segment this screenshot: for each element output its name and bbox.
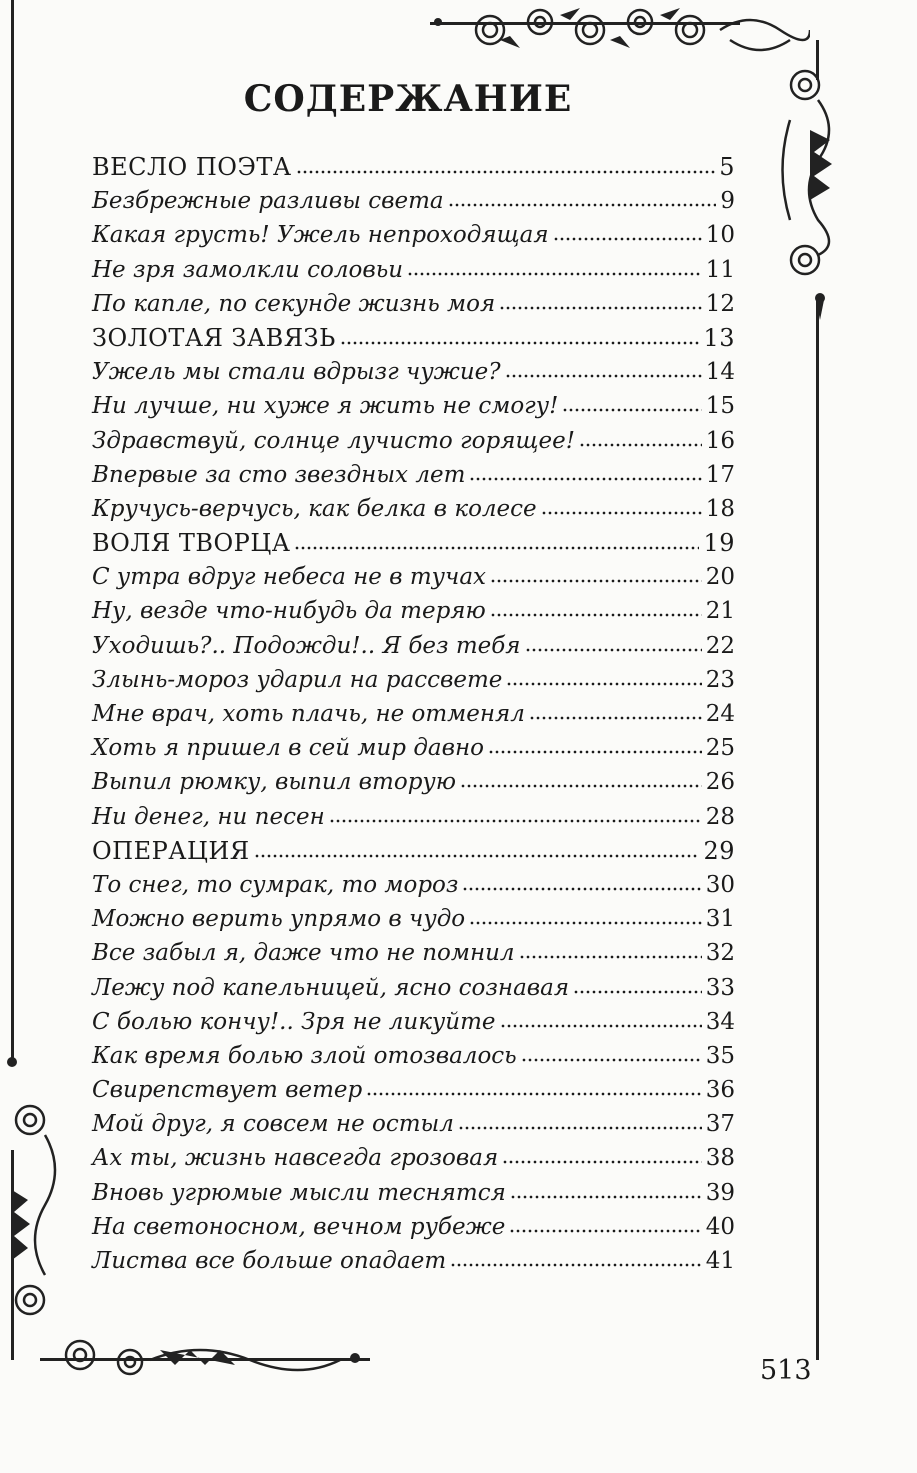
toc-entry-page: 15: [705, 393, 735, 420]
toc-entry-page: 20: [705, 564, 735, 591]
toc-entry-title: На светоносном, вечном рубеже: [92, 1213, 506, 1240]
toc-leader-dots: [506, 679, 701, 687]
toc-entry-title: Ужель мы стали вдрызг чужие?: [92, 359, 501, 386]
toc-entry-page: 17: [705, 461, 735, 488]
toc-poem-entry: [92, 1005, 735, 1039]
toc-leader-dots: [521, 1055, 702, 1063]
toc-leader-dots: [502, 1157, 701, 1165]
toc-entry-page: 14: [705, 359, 735, 386]
toc-entry-title: Лежу под капельницей, ясно сознавая: [92, 974, 570, 1001]
toc-leader-dots: [573, 987, 702, 995]
toc-entry-page: 38: [705, 1145, 735, 1172]
toc-entry-page: 41: [705, 1248, 735, 1274]
toc-leader-dots: [509, 1226, 701, 1234]
toc-poem-entry: [92, 389, 735, 423]
toc-section-entry: [92, 150, 735, 184]
toc-entry-title: ОПЕРАЦИЯ: [92, 836, 250, 865]
toc-entry-page: 30: [705, 871, 735, 898]
toc-poem-entry: [92, 1176, 735, 1210]
toc-leader-dots: [490, 610, 702, 618]
toc-poem-entry: [92, 184, 735, 218]
toc-entry-page: 24: [705, 701, 735, 727]
toc-poem-entry: [92, 1073, 735, 1107]
toc-leader-dots: [340, 338, 700, 346]
toc-poem-entry: [92, 287, 735, 321]
toc-leader-dots: [458, 1123, 702, 1131]
top-corner-ornament: [430, 0, 810, 70]
toc-entry-page: 34: [705, 1008, 735, 1035]
toc-leader-dots: [488, 747, 702, 755]
toc-poem-entry: [92, 1210, 735, 1244]
toc-leader-dots: [553, 234, 702, 242]
toc-leader-dots: [469, 474, 701, 482]
toc-entry-page: 40: [705, 1213, 735, 1240]
toc-entry-page: 12: [705, 290, 735, 317]
toc-entry-title: Какая грусть! Ужель непроходящая: [92, 222, 549, 249]
toc-poem-entry: [92, 492, 735, 526]
toc-poem-entry: [92, 1107, 735, 1141]
toc-poem-entry: [92, 1244, 735, 1278]
toc-entry-page: 35: [705, 1042, 735, 1069]
toc-leader-dots: [525, 645, 702, 653]
toc-entry-page: 32: [705, 940, 735, 967]
toc-entry-title: ВЕСЛО ПОЭТА: [92, 153, 292, 181]
toc-entry-page: 18: [705, 495, 735, 522]
toc-leader-dots: [462, 884, 701, 892]
toc-entry-page: 37: [705, 1111, 735, 1138]
toc-leader-dots: [510, 1192, 702, 1200]
toc-entry-page: 22: [705, 632, 735, 659]
toc-poem-entry: [92, 800, 735, 834]
toc-leader-dots: [499, 303, 702, 311]
toc-entry-title: С утра вдруг небеса не в тучах: [92, 564, 486, 591]
toc-poem-entry: [92, 902, 735, 936]
toc-entry-title: ВОЛЯ ТВОРЦА: [92, 529, 291, 558]
toc-entry-page: 23: [705, 666, 735, 693]
toc-entry-title: Все забыл я, даже что не помнил: [92, 940, 515, 967]
toc-leader-dots: [500, 1021, 702, 1029]
toc-poem-entry: [92, 424, 735, 458]
toc-entry-page: 13: [703, 323, 735, 352]
toc-leader-dots: [529, 713, 702, 721]
toc-leader-dots: [505, 371, 702, 379]
toc-entry-title: С болью кончу!.. Зря не ликуйте: [92, 1008, 496, 1035]
toc-entry-title: Можно верить упрямо в чудо: [92, 906, 466, 933]
toc-entry-title: Хоть я пришел в сей мир давно: [92, 735, 485, 762]
toc-entry-page: 9: [720, 188, 735, 215]
toc-poem-entry: [92, 971, 735, 1005]
frame-left-line: [11, 0, 14, 1062]
toc-poem-entry: [92, 731, 735, 765]
toc-entry-title: Вновь угрюмые мысли теснятся: [92, 1179, 506, 1206]
right-side-ornament: [770, 60, 860, 320]
toc-entry-title: То снег, то сумрак, то мороз: [92, 871, 459, 898]
toc-leader-dots: [579, 440, 702, 448]
toc-entry-title: Ну, везде что-нибудь да теряю: [92, 598, 486, 625]
toc-poem-entry: [92, 663, 735, 697]
toc-leader-dots: [519, 952, 702, 960]
toc-entry-page: 11: [705, 256, 735, 283]
toc-poem-entry: [92, 355, 735, 389]
toc-entry-title: Здравствуй, солнце лучисто горящее!: [92, 427, 575, 454]
toc-entry-title: Листва все больше опадает: [92, 1248, 447, 1274]
toc-poem-entry: [92, 458, 735, 492]
toc-entry-title: Ни лучше, ни хуже я жить не смогу!: [92, 393, 559, 420]
toc-section-entry: [92, 834, 735, 868]
toc-entry-page: 19: [703, 529, 735, 558]
toc-entry-page: 28: [705, 803, 735, 830]
toc-leader-dots: [490, 576, 702, 584]
toc-poem-entry: [92, 868, 735, 902]
toc-poem-entry: [92, 629, 735, 663]
toc-poem-entry: [92, 594, 735, 628]
toc-entry-title: Не зря замолкли соловьи: [92, 256, 404, 283]
toc-entry-title: Злынь-мороз ударил на рассвете: [92, 666, 503, 693]
toc-leader-dots: [450, 1260, 702, 1268]
toc-leader-dots: [541, 508, 702, 516]
toc-entry-title: Ни денег, ни песен: [92, 803, 325, 830]
table-of-contents: [92, 150, 735, 1278]
toc-entry-title: Впервые за сто звездных лет: [92, 461, 466, 488]
toc-leader-dots: [366, 1089, 701, 1097]
toc-poem-entry: [92, 218, 735, 252]
toc-entry-title: Кручусь-верчусь, как белка в колесе: [92, 495, 537, 522]
toc-entry-page: 10: [705, 222, 735, 249]
toc-leader-dots: [469, 918, 702, 926]
page-title: СОДЕРЖАНИЕ: [243, 78, 573, 120]
toc-leader-dots: [296, 167, 716, 175]
toc-entry-title: Свирепствует ветер: [92, 1077, 363, 1104]
toc-entry-page: 31: [705, 906, 735, 933]
toc-section-entry: [92, 321, 735, 355]
toc-leader-dots: [407, 269, 702, 277]
toc-entry-title: Мой друг, я совсем не остыл: [92, 1111, 454, 1138]
toc-entry-page: 25: [705, 735, 735, 762]
toc-entry-title: Мне врач, хоть плачь, не отменял: [92, 701, 525, 727]
toc-entry-title: Выпил рюмку, выпил вторую: [92, 769, 457, 796]
toc-poem-entry: [92, 253, 735, 287]
toc-poem-entry: [92, 765, 735, 799]
toc-section-entry: [92, 526, 735, 560]
toc-poem-entry: [92, 936, 735, 970]
toc-entry-title: По капле, по секунде жизнь моя: [92, 290, 496, 317]
toc-entry-page: 26: [705, 769, 735, 796]
toc-leader-dots: [460, 781, 702, 789]
toc-entry-title: ЗОЛОТАЯ ЗАВЯЗЬ: [92, 323, 336, 352]
toc-leader-dots: [329, 816, 702, 824]
toc-poem-entry: [92, 697, 735, 731]
toc-entry-page: 39: [705, 1179, 735, 1206]
toc-entry-page: 33: [705, 974, 735, 1001]
toc-leader-dots: [294, 543, 699, 551]
toc-entry-title: Ах ты, жизнь навсегда грозовая: [92, 1145, 499, 1172]
toc-leader-dots: [562, 405, 701, 413]
toc-poem-entry: [92, 1141, 735, 1175]
toc-entry-page: 5: [719, 153, 735, 181]
toc-entry-page: 36: [705, 1077, 735, 1104]
frame-right-line: [816, 300, 819, 1360]
toc-entry-title: Как время болью злой отозвалось: [92, 1042, 517, 1069]
page-number: 513: [760, 1355, 812, 1386]
toc-poem-entry: [92, 1039, 735, 1073]
toc-poem-entry: [92, 560, 735, 594]
toc-entry-page: 21: [705, 598, 735, 625]
toc-leader-dots: [448, 200, 717, 208]
toc-entry-title: Безбрежные разливы света: [92, 188, 444, 215]
toc-entry-page: 29: [703, 836, 735, 865]
toc-leader-dots: [254, 851, 700, 859]
toc-entry-title: Уходишь?.. Подожди!.. Я без тебя: [92, 632, 521, 659]
toc-entry-page: 16: [705, 427, 735, 454]
